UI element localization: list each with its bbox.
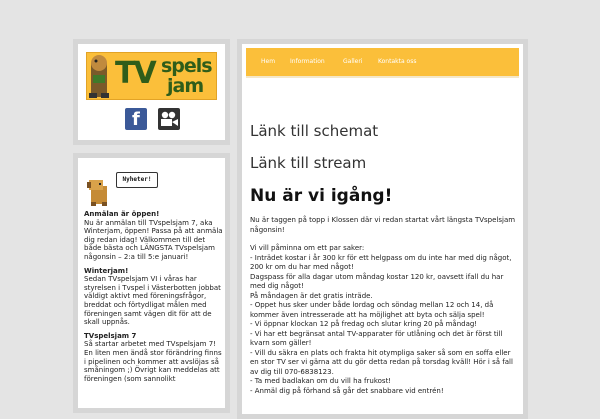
- news-speech-bubble: Nyheter!: [116, 172, 158, 188]
- article: [250, 122, 518, 396]
- main-content-panel: [237, 39, 528, 419]
- news-item: [84, 332, 224, 384]
- post-title: Nu är vi igång!: [250, 186, 393, 206]
- nav-item-information[interactable]: Information: [290, 58, 325, 65]
- logo-spels-text: spels: [161, 55, 212, 77]
- post-body-line: - Inträdet kostar i år 300 kr för ett helgpass om du inte har med dig något, 200 kr om du har med något!: [250, 253, 512, 271]
- post-body-line: - Ta med badlakan om du vill ha frukost!: [250, 377, 392, 385]
- post-body-line: Dagspass för alla dagar utom måndag kostar 120 kr, oavsett ifall du har med dig något!: [250, 272, 504, 290]
- stream-link[interactable]: Länk till stream: [250, 154, 367, 172]
- news-item-text: Nu är anmälan till TVspelsjam 7, aka Winterjam, öppen! Passa på att anmäla dig redan idag! Välkommen till det både bästa och LÄNGSTA TVspelsjam någonsin – 2:a till 5:e januari!: [84, 218, 223, 261]
- news-item-title[interactable]: Winterjam!: [84, 266, 129, 275]
- logo-jam-text: jam: [167, 75, 204, 97]
- main-navigation: [246, 48, 519, 78]
- news-list: [84, 210, 224, 388]
- logo-tv-text: TV: [115, 56, 155, 91]
- facebook-icon[interactable]: [125, 108, 147, 130]
- news-item-title[interactable]: Anmälan är öppen!: [84, 210, 160, 218]
- news-item-text: Så startar arbetet med TVspelsjam 7! En liten men ändå stor förändring finns i pipelinen och kommer att avslöjas så småningom ;) Övrigt kan meddelas att föreningen (som sannolikt: [84, 340, 222, 383]
- post-body-line: - Vi har ett begränsat antal TV-apparater för utlåning och det är först till kvarn som gäller!: [250, 329, 503, 347]
- video-camera-icon[interactable]: [158, 108, 180, 130]
- nav-item-hem[interactable]: Hem: [261, 58, 276, 65]
- post-body-line: - Oppet hus sker under både lordag och söndag mellan 12 och 14, då kommer även intresserade att ha möjlighet att byta och sälja spel!: [250, 301, 494, 319]
- post-body-line: Vi vill påminna om ett par saker:: [250, 244, 365, 252]
- facebook-glyph: f: [132, 109, 140, 130]
- post-body-line: - Vill du säkra en plats och frakta hit otympliga saker så som en soffa eller en stor TV ser vi gärna att du gör detta redan på torsdag kväll! Hör i så fall av dig till 070-6838123.: [250, 348, 513, 376]
- nav-item-kontakta-oss[interactable]: Kontakta oss: [378, 58, 417, 65]
- schedule-link[interactable]: Länk till schemat: [250, 122, 379, 140]
- nav-item-galleri[interactable]: Galleri: [343, 58, 363, 65]
- post-body: [250, 244, 518, 396]
- news-sidebar: [73, 153, 230, 413]
- news-item: [84, 210, 224, 262]
- post-body-line: På måndagen är det gratis inträde.: [250, 291, 373, 300]
- logo-panel: [73, 39, 230, 145]
- tvspelsjam-logo[interactable]: [86, 52, 217, 100]
- news-item-text: Sedan TVspelsjam VI i våras har styrelsen i Tvspel i Västerbotten jobbat väldigt aktivt med föreningsfrågor, breddat och förtydligat målen med föreningen samt vägen dit för att de skall uppnås.: [84, 275, 221, 327]
- post-intro: Nu är taggen på topp i Klossen där vi redan startat vårt längsta TVspelsjam någonsin!: [250, 216, 516, 234]
- post-body-line: - Vi öppnar klockan 12 på fredag och slutar kring 20 på måndag!: [250, 320, 478, 328]
- news-item: [84, 267, 224, 327]
- dog-mascot-icon: [85, 176, 113, 208]
- post-body-line: - Anmäl dig på förhand så går det snabbare vid entrén!: [250, 386, 444, 395]
- news-item-title[interactable]: TVspelsjam 7: [84, 331, 137, 340]
